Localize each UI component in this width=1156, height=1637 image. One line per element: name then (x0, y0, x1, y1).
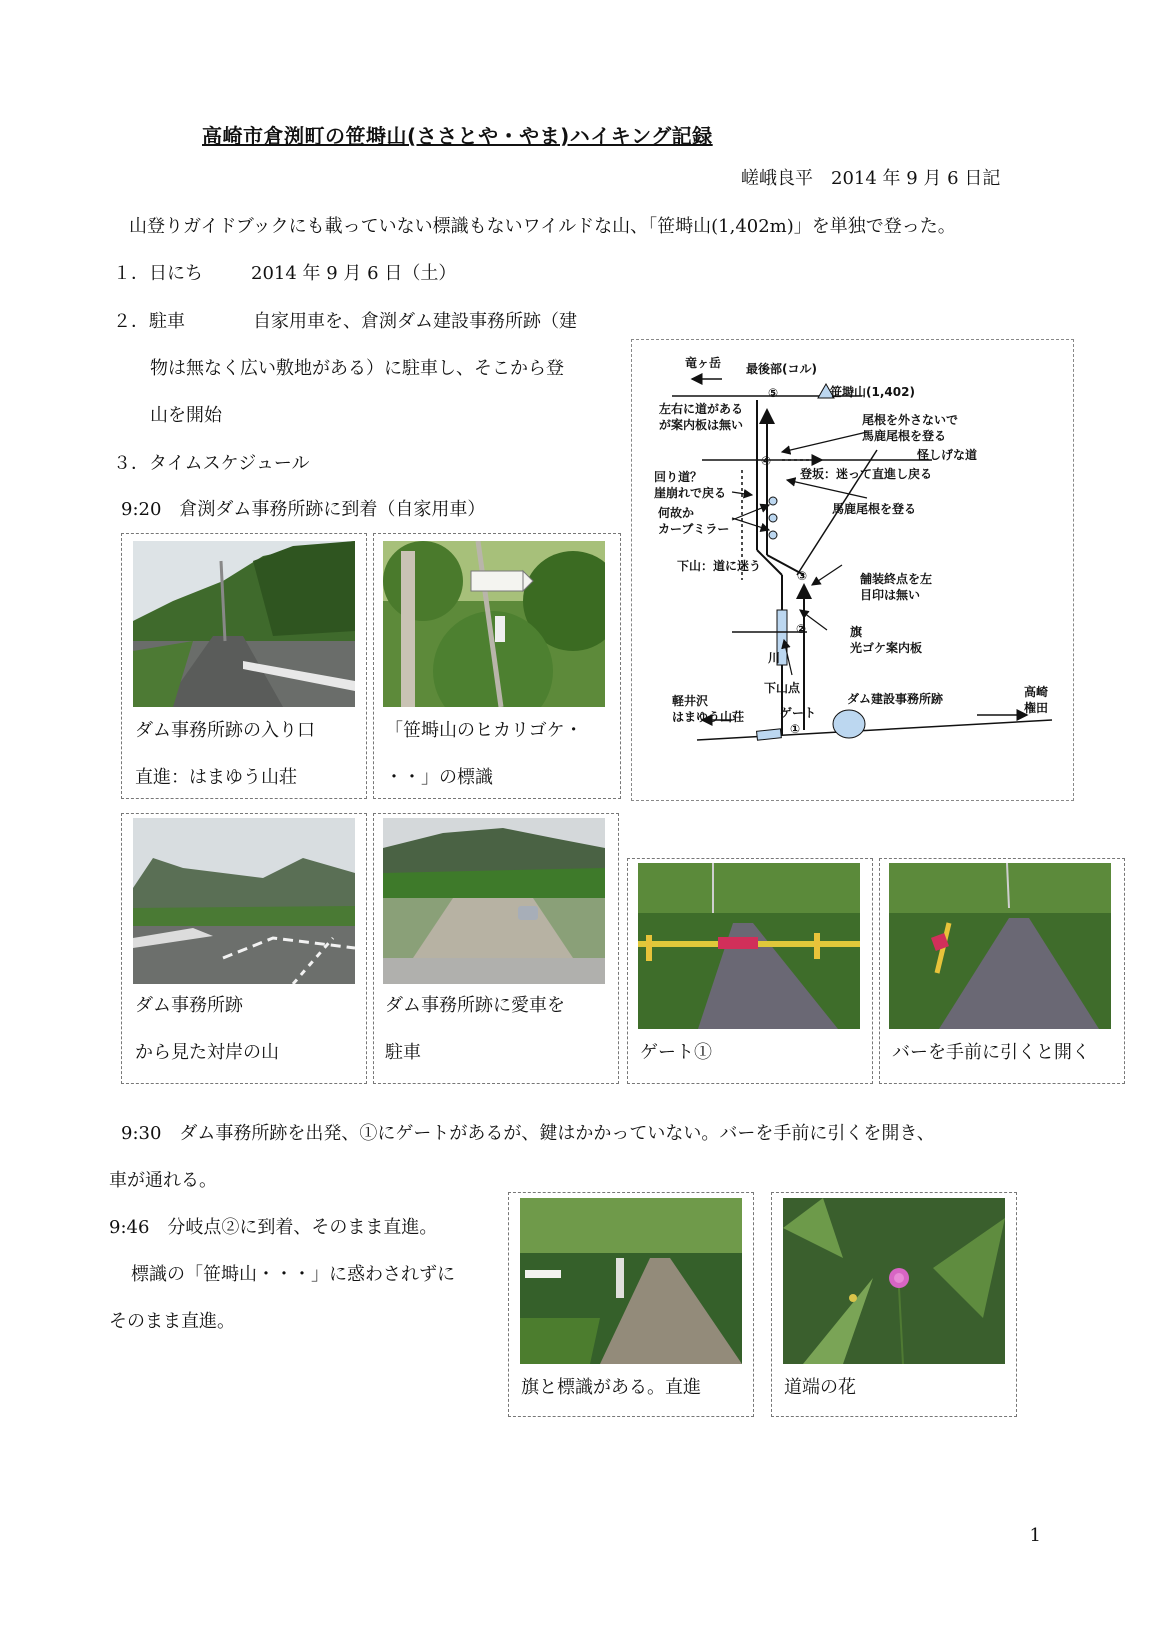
map-left-right: 左右に道がある (659, 402, 744, 416)
photo-parked-car (383, 818, 605, 984)
map-saigobu: 最後部(コル) (746, 362, 817, 376)
caption-6: バーを手前に引くと開く (892, 1042, 1090, 1063)
map-karuizawa: 軽井沢 (672, 694, 709, 708)
map-num-4: ④ (761, 454, 772, 468)
route-map (631, 339, 1074, 801)
map-why2: カーブミラー (658, 522, 730, 536)
photo-hikarigoke-sign (383, 541, 605, 707)
page-number: 1 (1029, 1525, 1041, 1546)
map-suspicious: 怪しげな道 (917, 448, 978, 462)
page-title: 高崎市倉渕町の笹塒山(ささとや・やま)ハイキング記録 (202, 124, 713, 148)
time-920: 9:20 倉渕ダム事務所跡に到着（自家用車） (121, 499, 486, 520)
map-dont-leave: 尾根を外さないで (862, 413, 959, 427)
caption-4b: 駐車 (385, 1042, 421, 1063)
photo-roadside-flower (783, 1198, 1005, 1364)
map-paved-end: 舗装終点を左 (860, 572, 933, 586)
map-hamayu: はまゆう山荘 (672, 710, 745, 724)
parking-line1: 自家用車を、倉渕ダム建設事務所跡（建 (253, 311, 577, 332)
map-gate: ゲート (780, 706, 817, 720)
map-num-5: ⑤ (768, 386, 779, 400)
map-descend-point: 下山点 (764, 681, 801, 695)
photo-opposite-mountain (133, 818, 355, 984)
map-num-1: ① (790, 722, 801, 736)
caption-2b: ・・」の標識 (385, 767, 493, 788)
author-date: 嵯峨良平 2014 年 9 月 6 日記 (741, 168, 1001, 189)
time-946-line3: そのまま直進。 (109, 1311, 235, 1332)
date-value: 2014 年 9 月 6 日（土） (251, 263, 457, 284)
map-moss-sign: 光ゴケ案内板 (850, 641, 923, 655)
date-label: １．日にち (113, 263, 203, 284)
map-ascend-lost: 登坂：迷って直進し戻る (800, 467, 933, 481)
map-takasaki: 高崎 (1024, 685, 1049, 699)
time-930-line1: 9:30 ダム事務所跡を出発、①にゲートがあるが、鍵はかかっていない。バーを手前に引くを開き、 (121, 1123, 935, 1144)
caption-4a: ダム事務所跡に愛車を (385, 995, 565, 1016)
caption-8: 道端の花 (784, 1377, 856, 1398)
map-dam-office: ダム建設事務所跡 (847, 692, 944, 706)
parking-line2: 物は無なく広い敷地がある）に駐車し、そこから登 (150, 358, 564, 379)
time-946: 9:46 分岐点②に到着、そのまま直進。 (109, 1217, 438, 1238)
caption-1b: 直進：はまゆう山荘 (135, 767, 297, 788)
caption-7: 旗と標識がある。直進 (521, 1377, 701, 1398)
caption-2a: 「笹塒山のヒカリゴケ・ (385, 720, 583, 741)
time-946-line2: 標識の「笹塒山・・・」に惑わされずに (131, 1264, 455, 1285)
map-climb-bakao2: 馬鹿尾根を登る (832, 502, 917, 516)
photo-flag-sign (520, 1198, 742, 1364)
parking-label: ２．駐車 (113, 311, 185, 332)
map-descend-lost: 下山：道に迷う (677, 559, 762, 573)
photo-dam-office-entrance (133, 541, 355, 707)
caption-5: ゲート① (640, 1042, 712, 1063)
map-flag: 旗 (850, 625, 863, 639)
photo-gate (638, 863, 860, 1029)
caption-3a: ダム事務所跡 (135, 995, 243, 1016)
map-no-sign: が案内板は無い (659, 418, 744, 432)
time-930-line2: 車が通れる。 (109, 1170, 217, 1191)
map-gonda: 権田 (1024, 701, 1049, 715)
caption-3b: から見た対岸の山 (135, 1042, 279, 1063)
map-detour2: 崖崩れで戻る (654, 486, 727, 500)
map-ryugatake: 竜ヶ岳 (685, 356, 722, 370)
caption-1a: ダム事務所跡の入り口 (135, 720, 315, 741)
map-num-2: ② (796, 622, 807, 636)
parking-line3: 山を開始 (150, 405, 222, 426)
map-sasatoya: 笹塒山(1,402) (830, 385, 915, 399)
map-no-mark: 目印は無い (860, 588, 921, 602)
map-num-3: ③ (797, 569, 808, 583)
photo-bar-open (889, 863, 1111, 1029)
intro-text: 山登りガイドブックにも載っていない標識もないワイルドな山、「笹塒山(1,402m)」を単独で登った。 (129, 216, 956, 237)
schedule-label: ３．タイムスケジュール (113, 453, 310, 474)
map-why1: 何故か (658, 506, 695, 520)
map-river: 川 (768, 651, 781, 665)
map-climb-bakao: 馬鹿尾根を登る (862, 429, 947, 443)
map-detour1: 回り道？ (654, 470, 703, 484)
